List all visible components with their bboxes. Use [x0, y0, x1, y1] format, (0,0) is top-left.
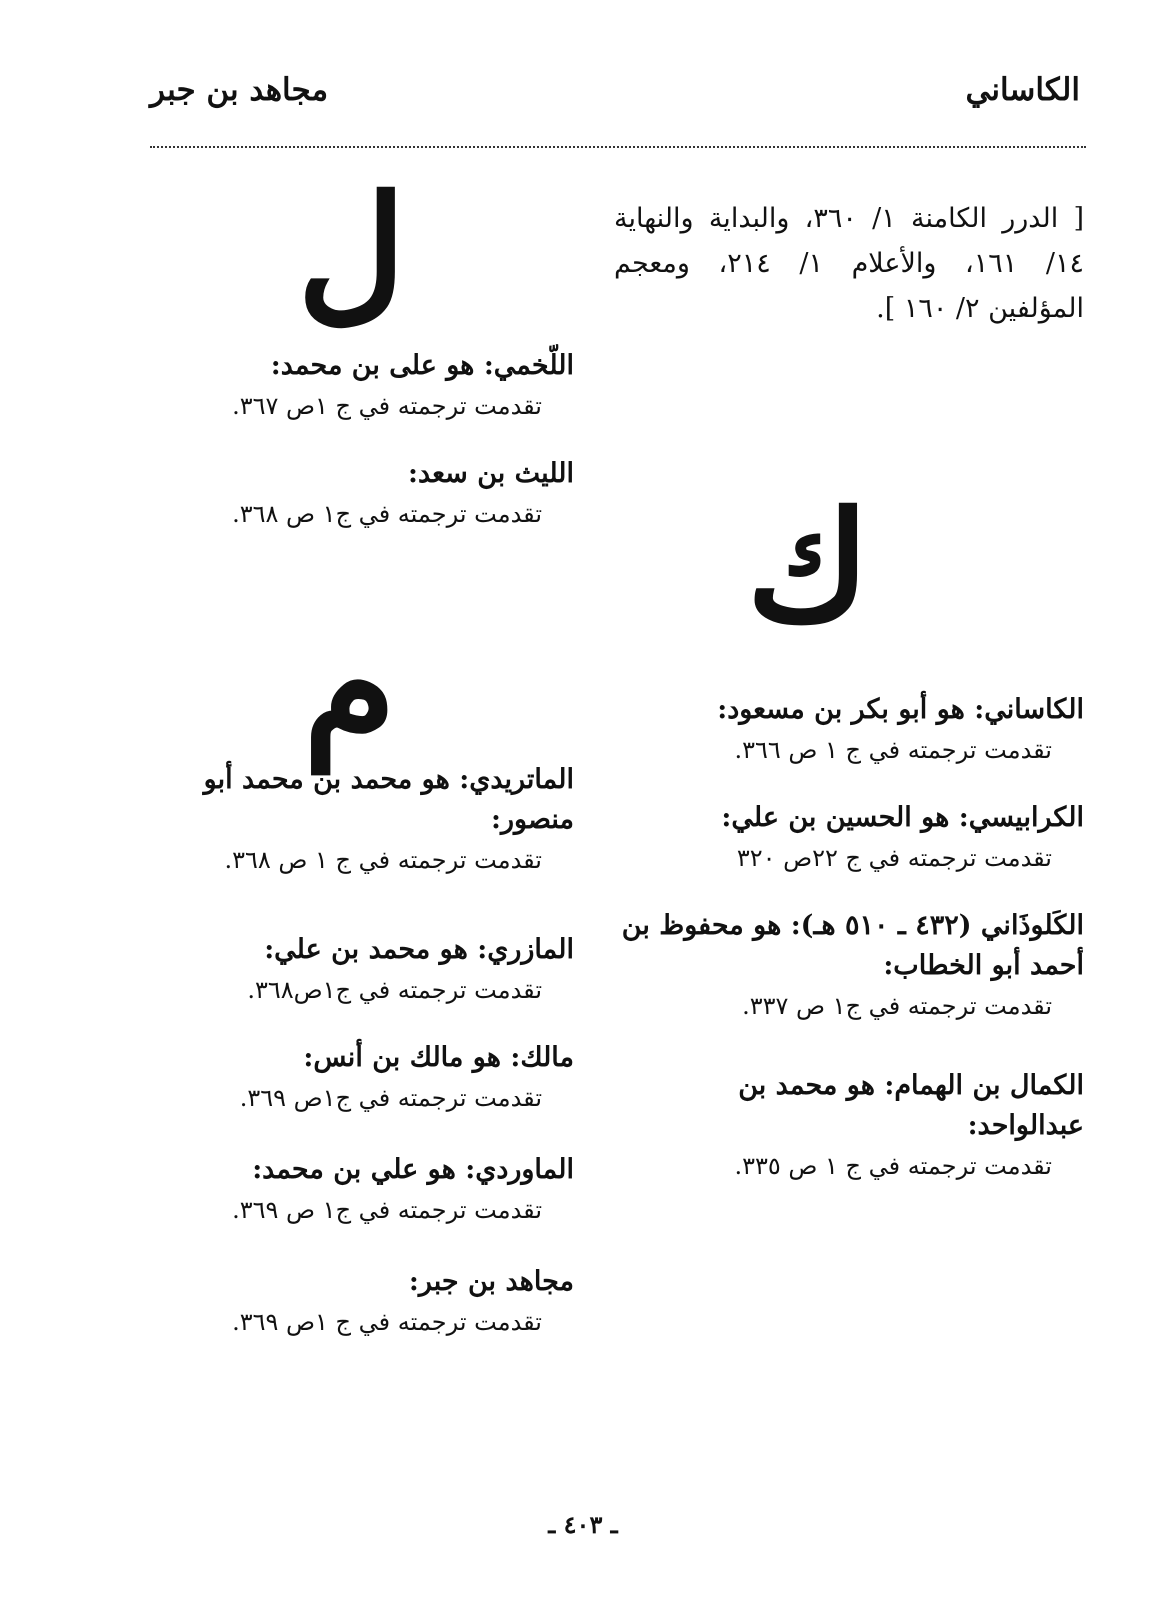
entry-name: الكَلوذَاني (٤٣٢ ـ ٥١٠ هـ): هو محفوظ بن أحمد أبو الخطاب:: [621, 910, 1084, 981]
entry-kamal-ibn-humam: [614, 1066, 1084, 1186]
entry-name: الماتريدي: هو محمد بن محمد أبو منصور:: [203, 764, 574, 835]
entry-note: تقدمت ترجمته في ج١ ص ٣٦٩.: [232, 1196, 542, 1224]
entry-name: مجاهد بن جبر:: [408, 1266, 574, 1297]
entry-note: تقدمت ترجمته في ج١ ص ٣٣٧.: [742, 992, 1052, 1020]
entry-note: تقدمت ترجمته في ج ٢٢ص ٣٢٠: [736, 844, 1052, 872]
entry-maturidi: [124, 760, 574, 880]
entry-karabisi: [614, 798, 1084, 878]
page-number: ـ ٤٠٣ ـ: [548, 1510, 618, 1539]
entry-note: تقدمت ترجمته في ج ١ ص ٣٦٨.: [224, 846, 542, 874]
header-divider: [150, 146, 1086, 148]
entry-name: مالك: هو مالك بن أنس:: [303, 1042, 574, 1073]
entry-name: الكمال بن الهمام: هو محمد بن عبدالواحد:: [738, 1070, 1084, 1141]
entry-kasani: [614, 690, 1084, 770]
entry-layth-ibn-saad: [124, 454, 574, 534]
entry-note: تقدمت ترجمته في ج ١ ص ٣٣٥.: [734, 1152, 1052, 1180]
section-letter-lam: ل: [297, 163, 406, 339]
entry-name: الماوردي: هو علي بن محمد:: [252, 1154, 574, 1185]
entry-note: تقدمت ترجمته في ج ١ص ٣٦٩.: [232, 1308, 542, 1336]
entry-kalwadhani: [614, 906, 1084, 1026]
running-header-right: الكاساني: [965, 72, 1080, 108]
entry-malik: [124, 1038, 574, 1118]
entry-name: اللّخمي: هو على بن محمد:: [270, 350, 574, 381]
running-header-left: مجاهد بن جبر: [150, 72, 329, 108]
entry-name: الكرابيسي: هو الحسين بن علي:: [721, 802, 1084, 833]
section-letter-kaf: ك: [746, 479, 870, 655]
entry-note: تقدمت ترجمته في ج١ص ٣٦٩.: [239, 1084, 542, 1112]
entry-note: تقدمت ترجمته في ج ١ ص ٣٦٦.: [734, 736, 1052, 764]
entry-mazari: [124, 930, 574, 1010]
entry-note: تقدمت ترجمته في ج١ص٣٦٨.: [247, 976, 542, 1004]
entry-mawardi: [124, 1150, 574, 1230]
entry-name: الكاساني: هو أبو بكر بن مسعود:: [717, 694, 1084, 725]
entry-mujahid-ibn-jabr: [124, 1262, 574, 1342]
entry-lakhmi: [124, 346, 574, 426]
entry-note: تقدمت ترجمته في ج١ ص ٣٦٨.: [232, 500, 542, 528]
entry-note: تقدمت ترجمته في ج ١ص ٣٦٧.: [232, 392, 542, 420]
references-paragraph: [ الدرر الكامنة ١/ ٣٦٠، والبداية والنهاية ١٤/ ١٦١، والأعلام ١/ ٢١٤، ومعجم المؤلفين ٢/ ١٦٠ ].: [614, 203, 1084, 324]
entry-name: المازري: هو محمد بن علي:: [264, 934, 574, 965]
section-letter-mim: م: [303, 597, 396, 773]
entry-name: الليث بن سعد:: [408, 458, 574, 489]
